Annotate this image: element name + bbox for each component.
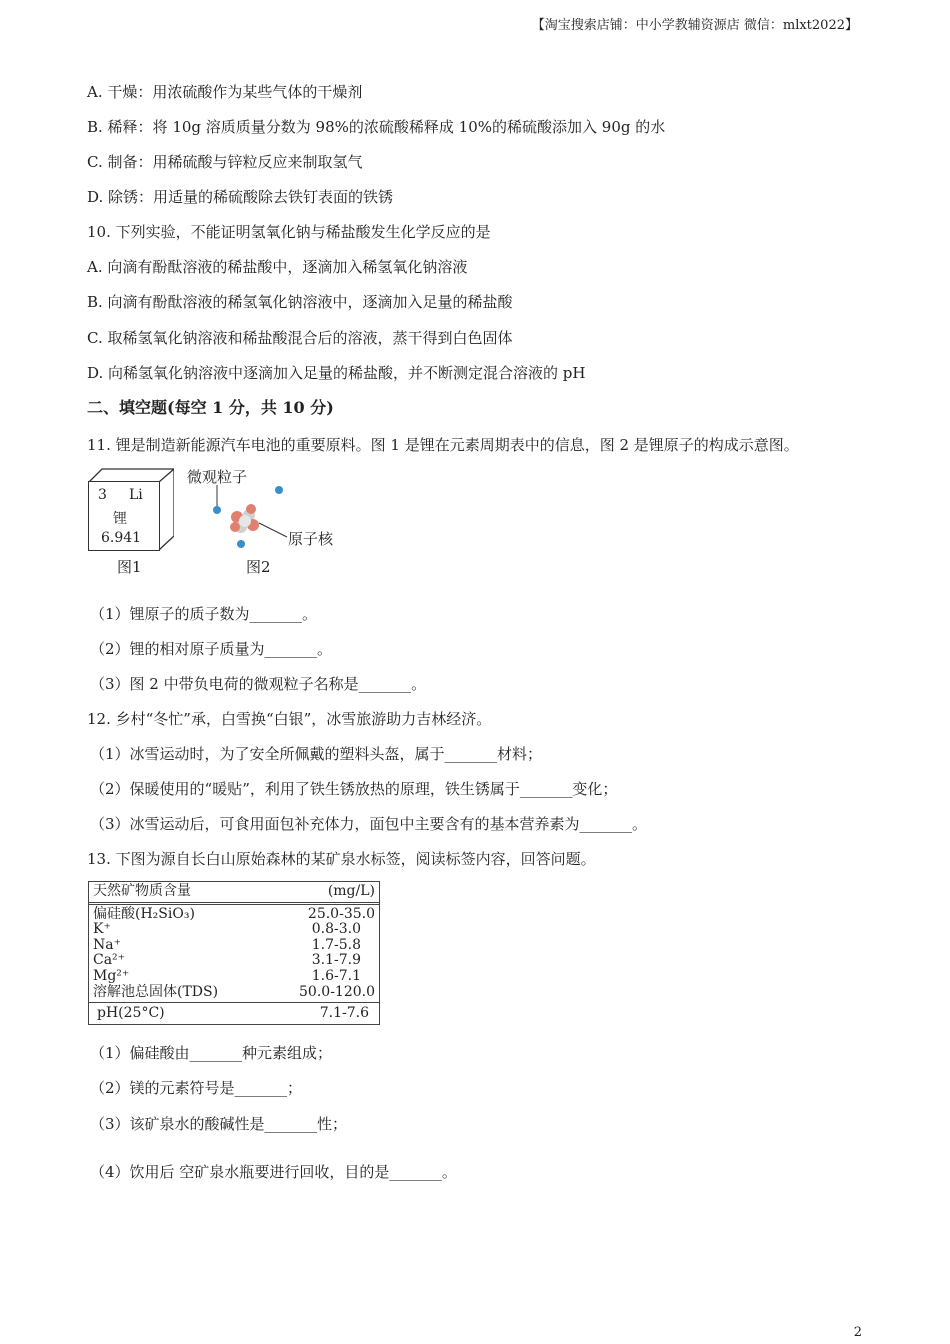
nucleus-pointer-line [259, 523, 287, 537]
element-box-front [88, 481, 160, 551]
row-value: 0.8-3.0 [311, 921, 361, 937]
q11-sub-2: （2）锂的相对原子质量为_______。 [90, 640, 333, 658]
q10-option-c: C. 取稀氢氧化钠溶液和稀盐酸混合后的溶液，蒸干得到白色固体 [87, 329, 513, 347]
electron-icon [275, 486, 283, 494]
section-title: 二、填空题(每空 1 分，共 10 分) [87, 398, 334, 417]
ph-value: 7.1-7.6 [319, 1005, 369, 1021]
q12-sub-2: （2）保暖使用的“暖贴”，利用了铁生锈放热的原理，铁生锈属于_______变化； [90, 780, 618, 798]
electron-icon [237, 540, 245, 548]
q13-sub-4: （4）饮用后 空矿泉水瓶要进行回收，目的是_______。 [90, 1163, 457, 1181]
fig1-caption: 图1 [117, 558, 142, 576]
table-header-divider [89, 904, 379, 905]
element-name: 锂 [113, 511, 127, 527]
row-value: 25.0-35.0 [307, 906, 375, 922]
q9-option-b: B. 稀释：将 10g 溶质质量分数为 98%的浓硫酸稀释成 10%的稀硫酸添加入 90g 的水 [87, 118, 666, 136]
q11-sub-1: （1）锂原子的质子数为_______。 [90, 605, 318, 623]
fig2-caption: 图2 [246, 558, 271, 576]
atomic-mass: 6.941 [101, 530, 142, 546]
table-title: 天然矿物质含量 [93, 883, 191, 899]
q12-sub-1: （1）冰雪运动时，为了安全所佩戴的塑料头盔，属于_______材料； [90, 745, 543, 763]
q13-sub-2: （2）镁的元素符号是_______； [90, 1079, 303, 1097]
q13-stem: 13. 下图为源自长白山原始森林的某矿泉水标签，阅读标签内容，回答问题。 [87, 850, 596, 868]
nucleus-icon [230, 504, 259, 533]
q9-option-d: D. 除锈：用适量的稀硫酸除去铁钉表面的铁锈 [87, 188, 394, 206]
q10-option-a: A. 向滴有酚酞溶液的稀盐酸中，逐滴加入稀氢氧化钠溶液 [87, 258, 468, 276]
q11-stem: 11. 锂是制造新能源汽车电池的重要原料。图 1 是锂在元素周期表中的信息，图 2 是锂原子的构成示意图。 [87, 436, 799, 454]
atomic-number: 3 [98, 487, 107, 503]
q10-stem: 10. 下列实验，不能证明氢氧化钠与稀盐酸发生化学反应的是 [87, 223, 491, 241]
q9-option-a: A. 干燥：用浓硫酸作为某些气体的干燥剂 [87, 83, 363, 101]
fig2-label-nucleus: 原子核 [288, 530, 334, 548]
element-box [88, 468, 174, 550]
row-value: 3.1-7.9 [311, 952, 361, 968]
q12-sub-3: （3）冰雪运动后，可食用面包补充体力，面包中主要含有的基本营养素为_______。 [90, 815, 648, 833]
q11-sub-3: （3）图 2 中带负电荷的微观粒子名称是_______。 [90, 675, 427, 693]
q9-option-c: C. 制备：用稀硫酸与锌粒反应来制取氢气 [87, 153, 363, 171]
table-header [89, 882, 379, 903]
q13-sub-1: （1）偏硅酸由_______种元素组成； [90, 1044, 333, 1062]
element-symbol: Li [129, 487, 143, 503]
row-label: Mg²⁺ [93, 968, 130, 984]
table-unit: (mg/L) [327, 883, 375, 899]
row-value: 1.6-7.1 [311, 968, 361, 984]
q12-stem: 12. 乡村“冬忙”承，白雪换“白银”，冰雪旅游助力吉林经济。 [87, 710, 492, 728]
mineral-label-table [88, 881, 380, 1025]
page-header: 【淘宝搜索店铺：中小学教辅资源店 微信：mlxt2022】 [531, 18, 858, 33]
fig2-label-particle: 微观粒子 [187, 468, 248, 486]
row-label: 溶解池总固体(TDS) [93, 984, 219, 1000]
row-label: 偏硅酸(H₂SiO₃) [93, 906, 195, 922]
row-label: Ca²⁺ [93, 952, 126, 968]
row-label: Na⁺ [93, 937, 121, 953]
row-value: 50.0-120.0 [299, 984, 375, 1000]
q13-sub-3: （3）该矿泉水的酸碱性是_______性； [90, 1115, 348, 1133]
q10-option-b: B. 向滴有酚酞溶液的稀氢氧化钠溶液中，逐滴加入足量的稀盐酸 [87, 293, 513, 311]
table-footer [89, 1002, 379, 1025]
electron-icon [213, 506, 221, 514]
q10-option-d: D. 向稀氢氧化钠溶液中逐滴加入足量的稀盐酸，并不断测定混合溶液的 pH [87, 364, 586, 382]
row-label: K⁺ [93, 921, 111, 937]
ph-label: pH(25°C) [97, 1005, 165, 1021]
row-value: 1.7-5.8 [311, 937, 361, 953]
page-number: 2 [853, 1325, 862, 1340]
